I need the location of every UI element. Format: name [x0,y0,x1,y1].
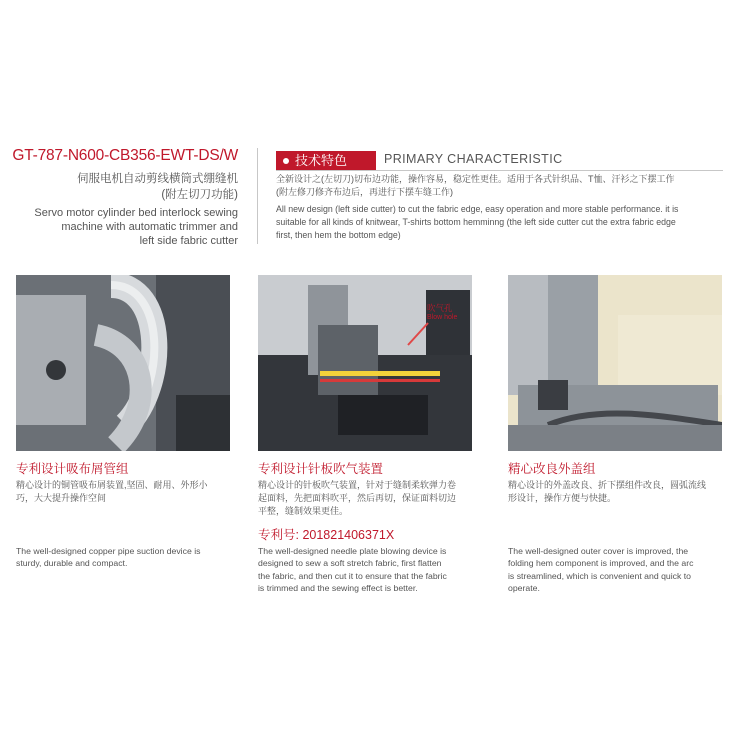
product-title-cn-line: 伺服电机自动剪线横筒式绷缝机 [77,173,238,185]
product-title-en-line: left side fabric cutter [139,235,238,247]
suction-pipe-photo [16,275,230,451]
desc-cn-line: (附左修刀修齐布边后，再进行下摆车缝工作) [276,186,453,197]
column-1-en-line: sturdy, durable and compact. [16,558,128,569]
product-title-cn [40,171,238,203]
model-number: GT-787-N600-CB356-EWT-DS/W [12,147,238,164]
blow-hole-callout [427,303,472,323]
column-1-cn-line: 巧，大大提升操作空间 [16,493,107,503]
column-3-cn-line: 精心设计的外盖改良、折下摆组件改良，圆弧流线 [508,480,707,490]
blow-hole-label-en: Blow hole [427,314,458,321]
bullet-icon [283,158,289,164]
column-2-cn-line: 精心设计的针板吹气装置，针对于缝制柔软弹力卷 [258,480,457,490]
column-3-desc-cn [508,479,728,505]
blow-hole-label-cn: 吹气孔 [427,303,453,313]
column-1-title: 专利设计吸布屑管组 [16,462,129,476]
outer-cover-photo [508,275,722,451]
outer-cover-illustration [508,275,722,451]
suction-pipe-illustration [16,275,230,451]
column-2-en-line: designed to sew a soft stretch fabric, first flatten [258,558,442,569]
product-title-en [20,206,238,248]
column-3-en-line: The well-designed outer cover is improved, the [508,546,689,556]
characteristic-rule [276,170,723,171]
column-2-cn-line: 平整，缝制效果更佳。 [258,506,349,516]
patent-number: 专利号: 201821406371X [258,528,395,542]
column-2-en-line: is trimmed and the sewing effect is better. [258,583,418,594]
product-title-en-line: machine with automatic trimmer and [61,221,238,233]
column-2-cn-line: 起面料，先把面料吹平，然后再切，保证面料切边 [258,493,457,503]
column-1-en-line: The well-designed copper pipe suction device is [16,546,201,556]
desc-en-line: first, then hem the bottom edge) [276,230,401,240]
header-divider [257,148,258,244]
blow-device-photo [258,275,472,451]
column-3-cn-line: 形设计，操作方便与快捷。 [508,493,617,503]
product-title-cn-line: (附左切刀功能) [161,189,238,201]
column-1-cn-line: 精心设计的铜管吸布屑装置,坚固、耐用、外形小 [16,480,208,490]
column-3-desc-en [508,545,730,595]
column-2-en-line: The well-designed needle plate blowing device is [258,546,447,556]
product-title-en-line: Servo motor cylinder bed interlock sewing [34,207,238,219]
desc-cn-line: 全新设计之(左切刀)切布边功能，操作容易，稳定性更佳。适用于各式针织品、T恤、汗衫之下摆工作 [276,174,675,184]
characteristic-desc-cn [276,173,724,198]
primary-characteristic-label: PRIMARY CHARACTERISTIC [384,152,563,166]
column-3-en-line: is streamlined, which is convenient and quick to [508,570,692,581]
column-1-desc-cn [16,479,236,505]
blow-device-illustration [258,275,472,451]
characteristic-desc-en [276,203,724,242]
characteristic-badge-label: 技术特色 [295,153,348,168]
column-3-en-line: folding hem component is improved, and the arc [508,558,694,569]
column-3-title: 精心改良外盖组 [508,462,596,476]
column-2-desc-en [258,545,480,595]
characteristic-badge [276,151,376,170]
column-2-en-line: the fabric, and then cut it to ensure that the fabric [258,570,447,581]
desc-en-line: All new design (left side cutter) to cut the fabric edge, easy operation and more stable performance. it is [276,204,679,214]
column-3-en-line: operate. [508,583,540,594]
column-2-desc-cn [258,479,480,518]
column-2-title: 专利设计针板吹气装置 [258,462,384,476]
desc-en-line: suitable for all kinds of knitwear, T-shirts bottom hemminng (the left side cutter cut the extra fabric edge [276,217,676,227]
column-1-desc-en [16,545,236,570]
